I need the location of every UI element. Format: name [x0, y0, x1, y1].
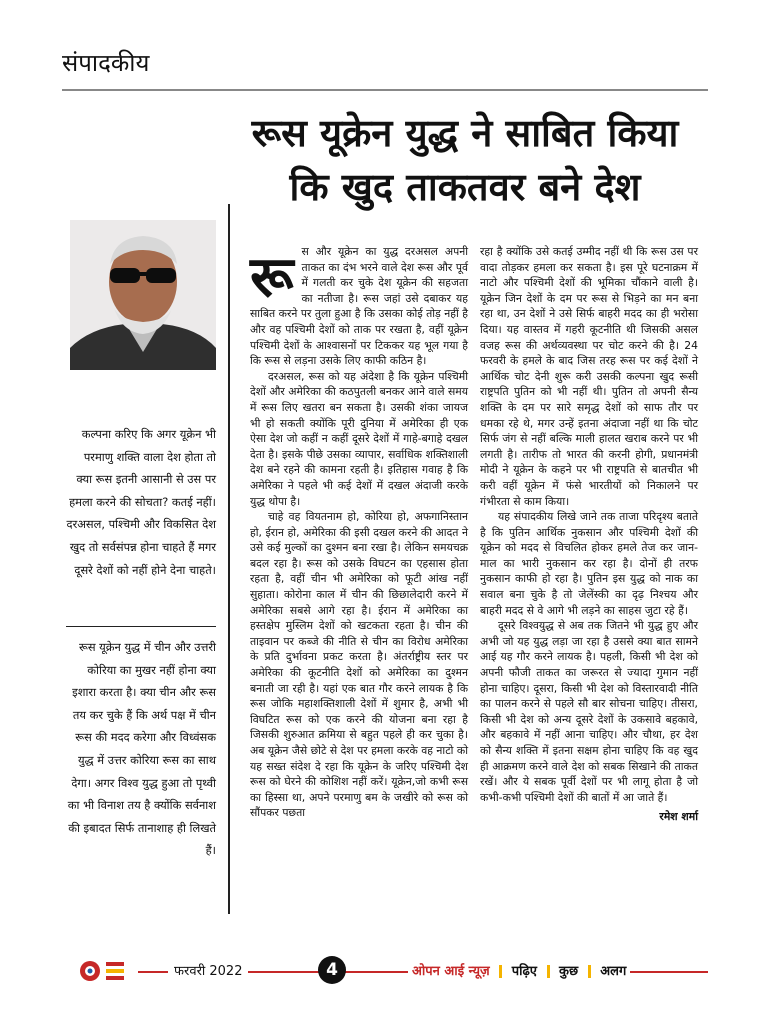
tagline-word: पढ़िए	[511, 964, 537, 979]
article-paragraph: दूसरे विश्वयुद्ध से अब तक जितने भी युद्ध हुए और अभी जो यह युद्ध लड़ा जा रहा है उससे क्या बात सामने आई यह गौर करने लायक है। पहली, किसी भी देश को अपनी फौजी ताकत का जरूरत से ज्यादा गुमान नहीं होना चाहिए। दूसरा, किसी भी देश को विस्तारवादी नीति का पालन करने से पहले सौ बार सोचना चाहिए। तीसरा, किसी भी देश को अन्य दूसरे देशों के उकसावे बहकावे, और बहकावे में नहीं आना चाहिए। और चौथा, हर देश को सैन्य शक्ति में इतना सक्षम होना चाहिए कि वह खुद ही आक्रमण करने वाले देश को सबक सिखाने की ताकत रखें। और ये सबक पूर्वी देशों पर भी लागू होता है जो कभी-कभी पश्चिमी देशों की बातों में आ जाते हैं।	[480, 619, 698, 804]
brand-tagline	[408, 961, 630, 979]
separator	[547, 965, 550, 978]
article-paragraph-text: स और यूक्रेन का युद्ध दरअसल अपनी ताकत का दंभ भरने वाले देश रूस और पूर्व में गलती कर चुके देश यूक्रेन की सहजता का नतीजा है। रूस जहां उसे दबाकर यह साबित करने पर तुला हुआ है कि उसका कोई तोड़ नहीं है और वह पश्चिमी देशों को ताक पर रखता है, वहीं यूक्रेन पश्चिमी देशों के आश्वासनों पर टिककर यह भूल गया है कि रूस से लड़ना उसके लिए काफी कठिन है।	[250, 245, 468, 368]
section-title: संपादकीय	[62, 49, 150, 77]
article-paragraph	[250, 244, 468, 369]
headline-line-1: रूस यूक्रेन युद्ध ने साबित किया	[251, 111, 679, 155]
logo-icon	[78, 959, 138, 983]
page-footer	[0, 956, 768, 986]
article-column-2	[480, 244, 698, 825]
separator	[499, 965, 502, 978]
tagline-word: अलग	[600, 964, 627, 979]
brand-name: ओपन आई न्यूज़	[412, 964, 490, 979]
page-number: 4	[318, 956, 346, 984]
article-column-1	[250, 244, 468, 821]
article-paragraph: दरअसल, रूस को यह अंदेशा है कि यूक्रेन पश्चिमी देशों और अमेरिका की कठपुतली बनकर आने वाले समय में रूस लिए खतरा बन सकता है। उसकी शंका जायज भी हो सकती क्योंकि पूरी दुनिया में अमेरिका ही एक ऐसा देश जो कहीं न कहीं दूसरे देशों में गाहे-बगाहे दखल देता है। इसके पीछे उसका व्यापार, सर्वाधिक शक्तिशाली देश बने रहने की कामना रहती है। इतिहास गवाह है कि अमेरिका ने पहले भी कई देशों में दखल अंदाजी करके युद्ध थोपा है।	[250, 369, 468, 508]
section-divider	[62, 89, 708, 91]
drop-cap: रू	[250, 245, 294, 310]
author-signature: रमेश शर्मा	[659, 810, 698, 824]
author-photo	[70, 220, 216, 370]
issue-date: फरवरी 2022	[168, 961, 248, 979]
article-paragraph: यह संपादकीय लिखे जाने तक ताजा परिदृश्य बताते है कि पुतिन आर्थिक नुकसान और पश्चिमी देशों की यूक्रेन को मदद से विचलित होकर हमले तेज कर जान-माल का भारी नुकसान कर रहा है। दोनों ही तरफ नुकसान काफी हो रहा है। पुतिन इस युद्ध को नाक का सवाल बना चुके है तो जेलेंस्की का दृढ़ निश्चय और बाहरी मदद से वे आगे भी लड़ने का साहस जुटा रहे हैं।	[480, 510, 698, 617]
tagline-word: कुछ	[559, 964, 579, 979]
pull-quote-1: कल्पना करिए कि अगर यूक्रेन भी परमाणु शक्ति वाला देश होता तो क्या रूस इतनी आसानी से उस पर हमला करने की सोचता? कतई नहीं। दरअसल, पश्चिमी और विकसित देश खुद तो सर्वसंपन्न होना चाहते हैं मगर दूसरे देशों को नहीं होने देना चाहते।	[66, 427, 216, 577]
article-paragraph: रहा है क्योंकि उसे कतई उम्मीद नहीं थी कि रूस उस पर वादा तोड़कर हमला कर सकता है। इस पूरे घटनाक्रम में नाटो और पश्चिमी देशों की भूमिका चौंकाने वाली है। यूक्रेन जिन देशों के दम पर रूस से भिड़ने का मन बना रहा था, उन देशों ने उसे सिर्फ बाहरी मदद का ही भरोसा दिया। यह वास्तव में गहरी कूटनीति थी जिसकी असल वजह रूस की अर्थव्यवस्था पर चोट करने की है। 24 फरवरी के हमले के बाद जिस तरह रूस पर कई देशों ने आर्थिक चोट देनी शुरू करी उसकी कल्पना खुद रूसी राष्ट्रपति पुतिन को भी नहीं थी। पुतिन तो अपनी सैन्य शक्ति के दम पर सारे समृद्ध देशों को साफ तौर पर धमका रहे थे, मगर उन्हें इतना अंदाजा नहीं था कि चोट सिर्फ जंग से नहीं बल्कि माली हालत खराब करने पर भी लगती है। तारीफ तो भारत की करनी होगी, प्रधानमंत्री मोदी ने यूक्रेन के कहने पर भी राष्ट्रपति से बातचीत भी करी वहीं यूक्रेन में फंसे भारतीयों को निकालने पर गंभीरता से काम किया।	[480, 245, 698, 508]
pull-quote-2: रूस यूक्रेन युद्ध में चीन और उत्तरी कोरिया का मुखर नहीं होना क्या इशारा करता है। क्या चीन और रूस तय कर चुके हैं कि अर्थ पक्ष में चीन रूस की मदद करेगा और विध्वंसक युद्ध में उत्तर कोरिया रूस का साथ देगा। अगर विश्व युद्ध हुआ तो पृथ्वी का भी विनाश तय है क्योंकि सर्वनाश की इबादत सिर्फ तानाशाह ही लिखते हैं।	[67, 640, 216, 858]
separator	[588, 965, 591, 978]
column-divider	[228, 204, 230, 914]
headline-line-2: कि खुद ताकतवर बने देश	[289, 165, 641, 209]
article-paragraph: चाहे वह वियतनाम हो, कोरिया हो, अफगानिस्तान हो, ईरान हो, अमेरिका की इसी दखल करने की आदत ने उसे कई मुल्कों का दुश्मन बना रखा है। लेकिन समयचक्र बदल रहा है। रूस को उसके विघटन का एहसास होता रहता है, वहीं चीन भी अमेरिका को फूटी आंख नहीं सुहाता। कोरोना काल में चीन की छिछालेदारी करने में अमेरिका सबसे आगे रहा है। ईरान में अमेरिका का हस्तक्षेप मुस्लिम देशों को खटकता रहता है। चीन की ताइवान पर कब्जे की नीति से चीन का विरोध अमेरिका के प्रति दुर्भावना प्रकट करता है। अंतर्राष्ट्रीय स्तर पर अमेरिका की कूटनीति देशों को अमेरिका का दुश्मन बनाती जा रही है। यहां एक बात गौर करने लायक है कि रूस जोकि महाशक्तिशाली देशों में शुमार है, अभी भी विघटित रूस को एक करने की योजना बना रहा है जिसकी शुरुआत क्रमिया से बहुत पहले ही कर चुका है। अब यूक्रेन जैसे छोटे से देश पर हमला करके वह नाटो को यह सख्त संदेश दे रहा कि यूक्रेन के जरिए पश्चिमी देश रूस को घेरने की कोशिश नहीं करें। यूक्रेन,जो कभी रूस का हिस्सा था, अपने परमाणु बम के जखीरे को रूस को सौंपकर पछता	[250, 510, 468, 820]
pull-quote-divider	[66, 626, 216, 627]
